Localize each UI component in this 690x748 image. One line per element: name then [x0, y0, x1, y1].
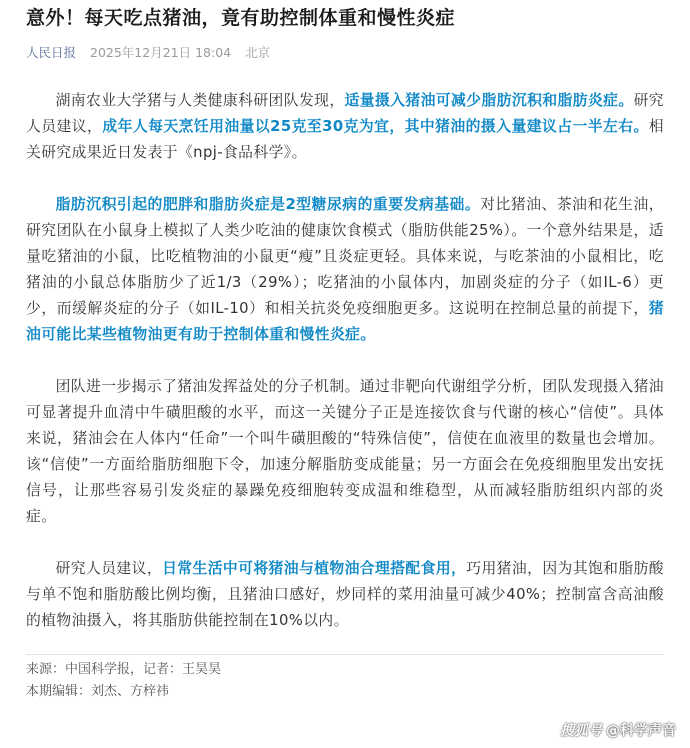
- paragraph-text: 研究人员建议，: [55, 560, 163, 577]
- paragraph-1: [26, 88, 664, 166]
- publish-time: 2025年12月21日 18:04: [90, 45, 232, 60]
- highlight-text: 成年人每天烹饪用油量以25克至30克为宜，其中猪油的摄入量建议占一半左右。: [102, 118, 649, 135]
- footer-editor: 本期编辑：刘杰、方梓祎: [26, 684, 170, 699]
- article-footer: [26, 659, 664, 703]
- paragraph-4: [26, 556, 664, 634]
- footer-source: 来源：中国科学报，记者：王昊昊: [26, 662, 222, 677]
- watermark-account: @科学声音: [606, 723, 676, 739]
- paragraph-text: 巧用猪油，因为其饱和脂肪酸与单不饱和脂肪酸比例均衡，且猪油口感好，炒同样的菜用油量可减少40%；控制富含高油酸的植物油摄入，将其脂肪供能控制在10%以内。: [26, 560, 664, 629]
- highlight-text: 脂肪沉积引起的肥胖和脂肪炎症是2型糖尿病的重要发病基础。: [55, 196, 481, 213]
- footer-divider: [26, 654, 664, 655]
- paragraph-text: 湖南农业大学猪与人类健康科研团队发现，: [55, 92, 345, 109]
- publish-location: 北京: [245, 45, 271, 60]
- paragraph-3: [26, 374, 664, 530]
- highlight-text: 适量摄入猪油可减少脂肪沉积和脂肪炎症。: [344, 92, 634, 109]
- paragraph-text: 团队进一步揭示了猪油发挥益处的分子机制。通过非靶向代谢组学分析，团队发现摄入猪油可显著提升血清中牛磺胆酸的水平，而这一关键分子正是连接饮食与代谢的核心“信使”。具体来说，猪油会在人体内“任命”一个叫牛磺胆酸的“特殊信使”，信使在血液里的数量也会增加。该“信使”一方面给脂肪细胞下令，加速分解脂肪变成能量；另一方面会在免疫细胞里发出安抚信号，让那些容易引发炎症的暴躁免疫细胞转变成温和维稳型，从而减轻脂肪组织内部的炎症。: [26, 378, 664, 525]
- highlight-text: 日常生活中可将猪油与植物油合理搭配食用，: [162, 560, 467, 577]
- watermark-brand: 搜狐号: [560, 723, 602, 739]
- paragraph-2: [26, 192, 664, 348]
- article-meta: [26, 44, 664, 62]
- paragraph-text: 相关研究成果近日发表于《npj-食品科学》。: [26, 118, 664, 161]
- highlight-text: 猪油可能比某些植物油更有助于控制体重和慢性炎症。: [26, 300, 664, 343]
- paragraph-text: 研究人员建议，: [26, 92, 665, 135]
- article-title: 意外！每天吃点猪油，竟有助控制体重和慢性炎症: [26, 7, 456, 29]
- watermark: [560, 720, 676, 740]
- source-link[interactable]: 人民日报: [26, 45, 77, 60]
- paragraph-text: 对比猪油、茶油和花生油，研究团队在小鼠身上模拟了人类少吃油的健康饮食模式（脂肪供能25%）。一个意外结果是，适量吃猪油的小鼠，比吃植物油的小鼠更“瘦”且炎症更轻。具体来说，与吃茶油的小鼠相比，吃猪油的小鼠总体脂肪少了近1/3（29%）；吃猪油的小鼠体内，加剧炎症的分子（如IL-6）更少，而缓解炎症的分子（如IL-10）和相关抗炎免疫细胞更多。这说明在控制总量的前提下，: [26, 196, 664, 317]
